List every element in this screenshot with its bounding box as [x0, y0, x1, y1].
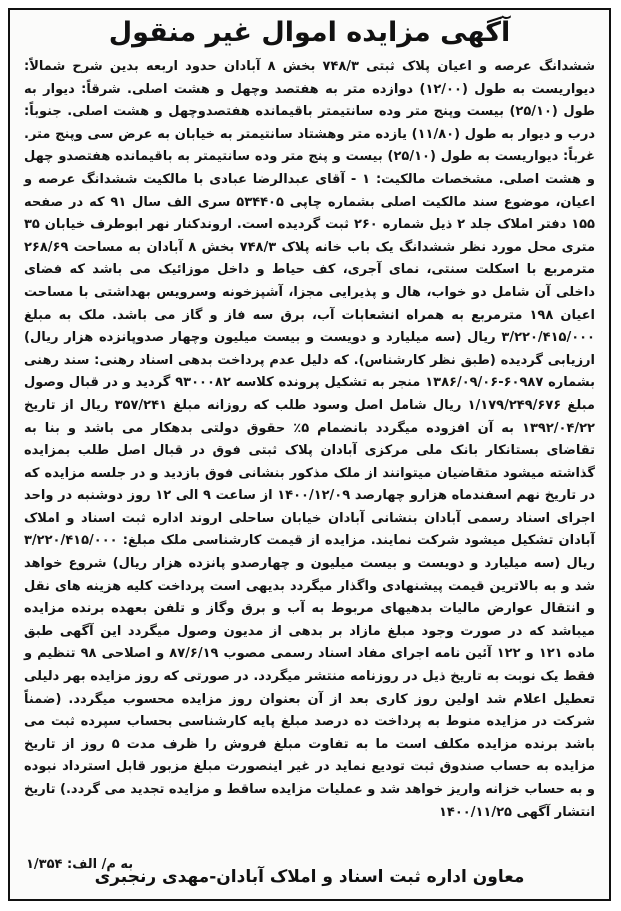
notice-signature: معاون اداره ثبت اسناد و املاک آبادان-مهدی رنجبری — [94, 867, 525, 887]
notice-body: ششدانگ عرصه و اعیان پلاک ثبتی ۷۴۸/۳ بخش ۸ آبادان حدود اربعه بدین شرح شمالاً: دیواریست به طول (۱۲/۰۰) دوازده متر به هفتصد وچهل و هشت اصلی. شرقاً: دیوار به طول (۲۵/۱۰) بیست وپنج متر وده سانتیمتر باقیمانده هفتصدوچهل و هشت اصلی. جنوباً: درب و دیوار به طول (۱۱/۸۰) یازده متر وهشتاد سانتیمتر به خیابان به عرض سی وپنج متر. غرباً: دیواریست به طول (۲۵/۱۰) بیست و پنج متر وده سانتیمتر به باقیمانده هفتصدو چهل و هشت اصلی. مشخصات مالکیت: ۱ - آقای عبدالرضا عبادی با مالکیت ششدانگ عرصه و اعیان، موضوع سند مالکیت اصلی بشماره چاپی ۵۳۴۴۰۵ سری الف سال ۹۱ که در صفحه ۱۵۵ دفتر املاک جلد ۲ ذیل شماره ۲۶۰ ثبت گردیده است. اروندکنار نهر ابوطرف خیابان ۳۵ متری محل مورد نظر ششدانگ یک باب خانه پلاک ۷۴۸/۳ بخش ۸ آبادان به مساحت ۲۶۸/۶۹ مترمربع با اسکلت سنتی، نمای آجری، کف حیاط و داخل موزائیک می باشد که فضای داخلی آن شامل دو خواب، هال و پذیرایی مجزا، آشپزخونه وسرویس بهداشتی با مساحت اعیان ۱۹۸ مترمربع به همراه انشعابات آب، برق سه فاز و گاز می باشد. ملک به مبلغ ۳/۲۲۰/۴۱۵/۰۰۰ ریال (سه میلیارد و دویست و بیست میلیون وچهار صدوپانزده هزار ریال) ارزیابی گردیده (طبق نظر کارشناس). که دلیل عدم پرداخت بدهی اسناد رهنی: سند رهنی بشماره ۶۰۹۸۷-۱۳۸۶/۰۹/۰۶ منجر به تشکیل پرونده کلاسه ۹۳۰۰۰۸۲ گردید و در قبال وصول مبلغ ۱/۱۷۹/۲۴۹/۶۷۶ ریال شامل اصل وسود طلب که روزانه مبلغ ۳۵۷/۲۴۱ ریال از تاریخ ۱۳۹۲/۰۴/۲۲ به آن افزوده میگردد بانضمام ۵٪ حقوق دولتی بدهکار می باشد و بنا به تقاضای بستانکار بانک ملی مرکزی آبادان پلاک ثبتی فوق در قبال اصل طلب بمزایده گذاشته میشود متقاضیان میتوانند از ملک مذکور بنشانی فوق بازدید و در جلسه مزایده که در تاریخ نهم اسفندماه هزارو چهارصد ۱۴۰۰/۱۲/۰۹ از ساعت ۹ الی ۱۲ روز دوشنبه در واحد اجرای اسناد رسمی آبادان بنشانی آبادان خیابان ساحلی اروند اداره ثبت اسناد و املاک آبادان تشکیل میشود شرکت نمایند. مزایده از قیمت کارشناسی ملک مبلغ: ۳/۲۲۰/۴۱۵/۰۰۰ ریال (سه میلیارد و دویست و بیست میلیون و چهارصدو پانزده هزار ریال) شروع خواهد شد و به بالاترین قیمت پیشنهادی واگذار میگردد بدیهی است پرداخت کلیه هزینه های نقل و انتقال عوارض مالیات بدهیهای مربوط به آب و برق وگاز و تلفن بعهده برنده مزایده میباشد که در صورت وجود مبلغ مازاد بر بدهی از مدیون وصول میگردد این آگهی طبق ماده ۱۲۱ و ۱۲۲ آئین نامه اجرای مفاد اسناد رسمی مصوب ۸۷/۶/۱۹ و اصلاحی ۹۸ تنظیم و فقط یک نوبت به تاریخ ذیل در روزنامه منتشر میگردد. در صورتی که روز مزایده بهر دلیلی تعطیل اعلام شد اولین روز کاری بعد از آن بعنوان روز مزایده محسوب میگردد. (ضمناً شرکت در مزایده منوط به پرداخت ده درصد مبلغ پایه کارشناسی بحساب سپرده ثبت می باشد برنده مزایده مکلف است ما به تفاوت مبلغ فروش را ظرف مدت ۵ روز از تاریخ مزایده به حساب صندوق ثبت تودیع نماید در غیر اینصورت مبلغ مزبور قابل استرداد نبوده و به حساب خزانه واریز خواهد شد و عملیات مزایده ساقط و مزایده تجدید می گردد.) تاریخ انتشار آگهی ۱۴۰۰/۱۱/۲۵ — [24, 59, 596, 820]
notice-frame — [8, 8, 611, 901]
notice-title: آگهی مزایده اموال غیر منقول — [108, 17, 511, 48]
notice-reference: به م/ الف: ۱/۳۵۴ — [26, 857, 134, 872]
